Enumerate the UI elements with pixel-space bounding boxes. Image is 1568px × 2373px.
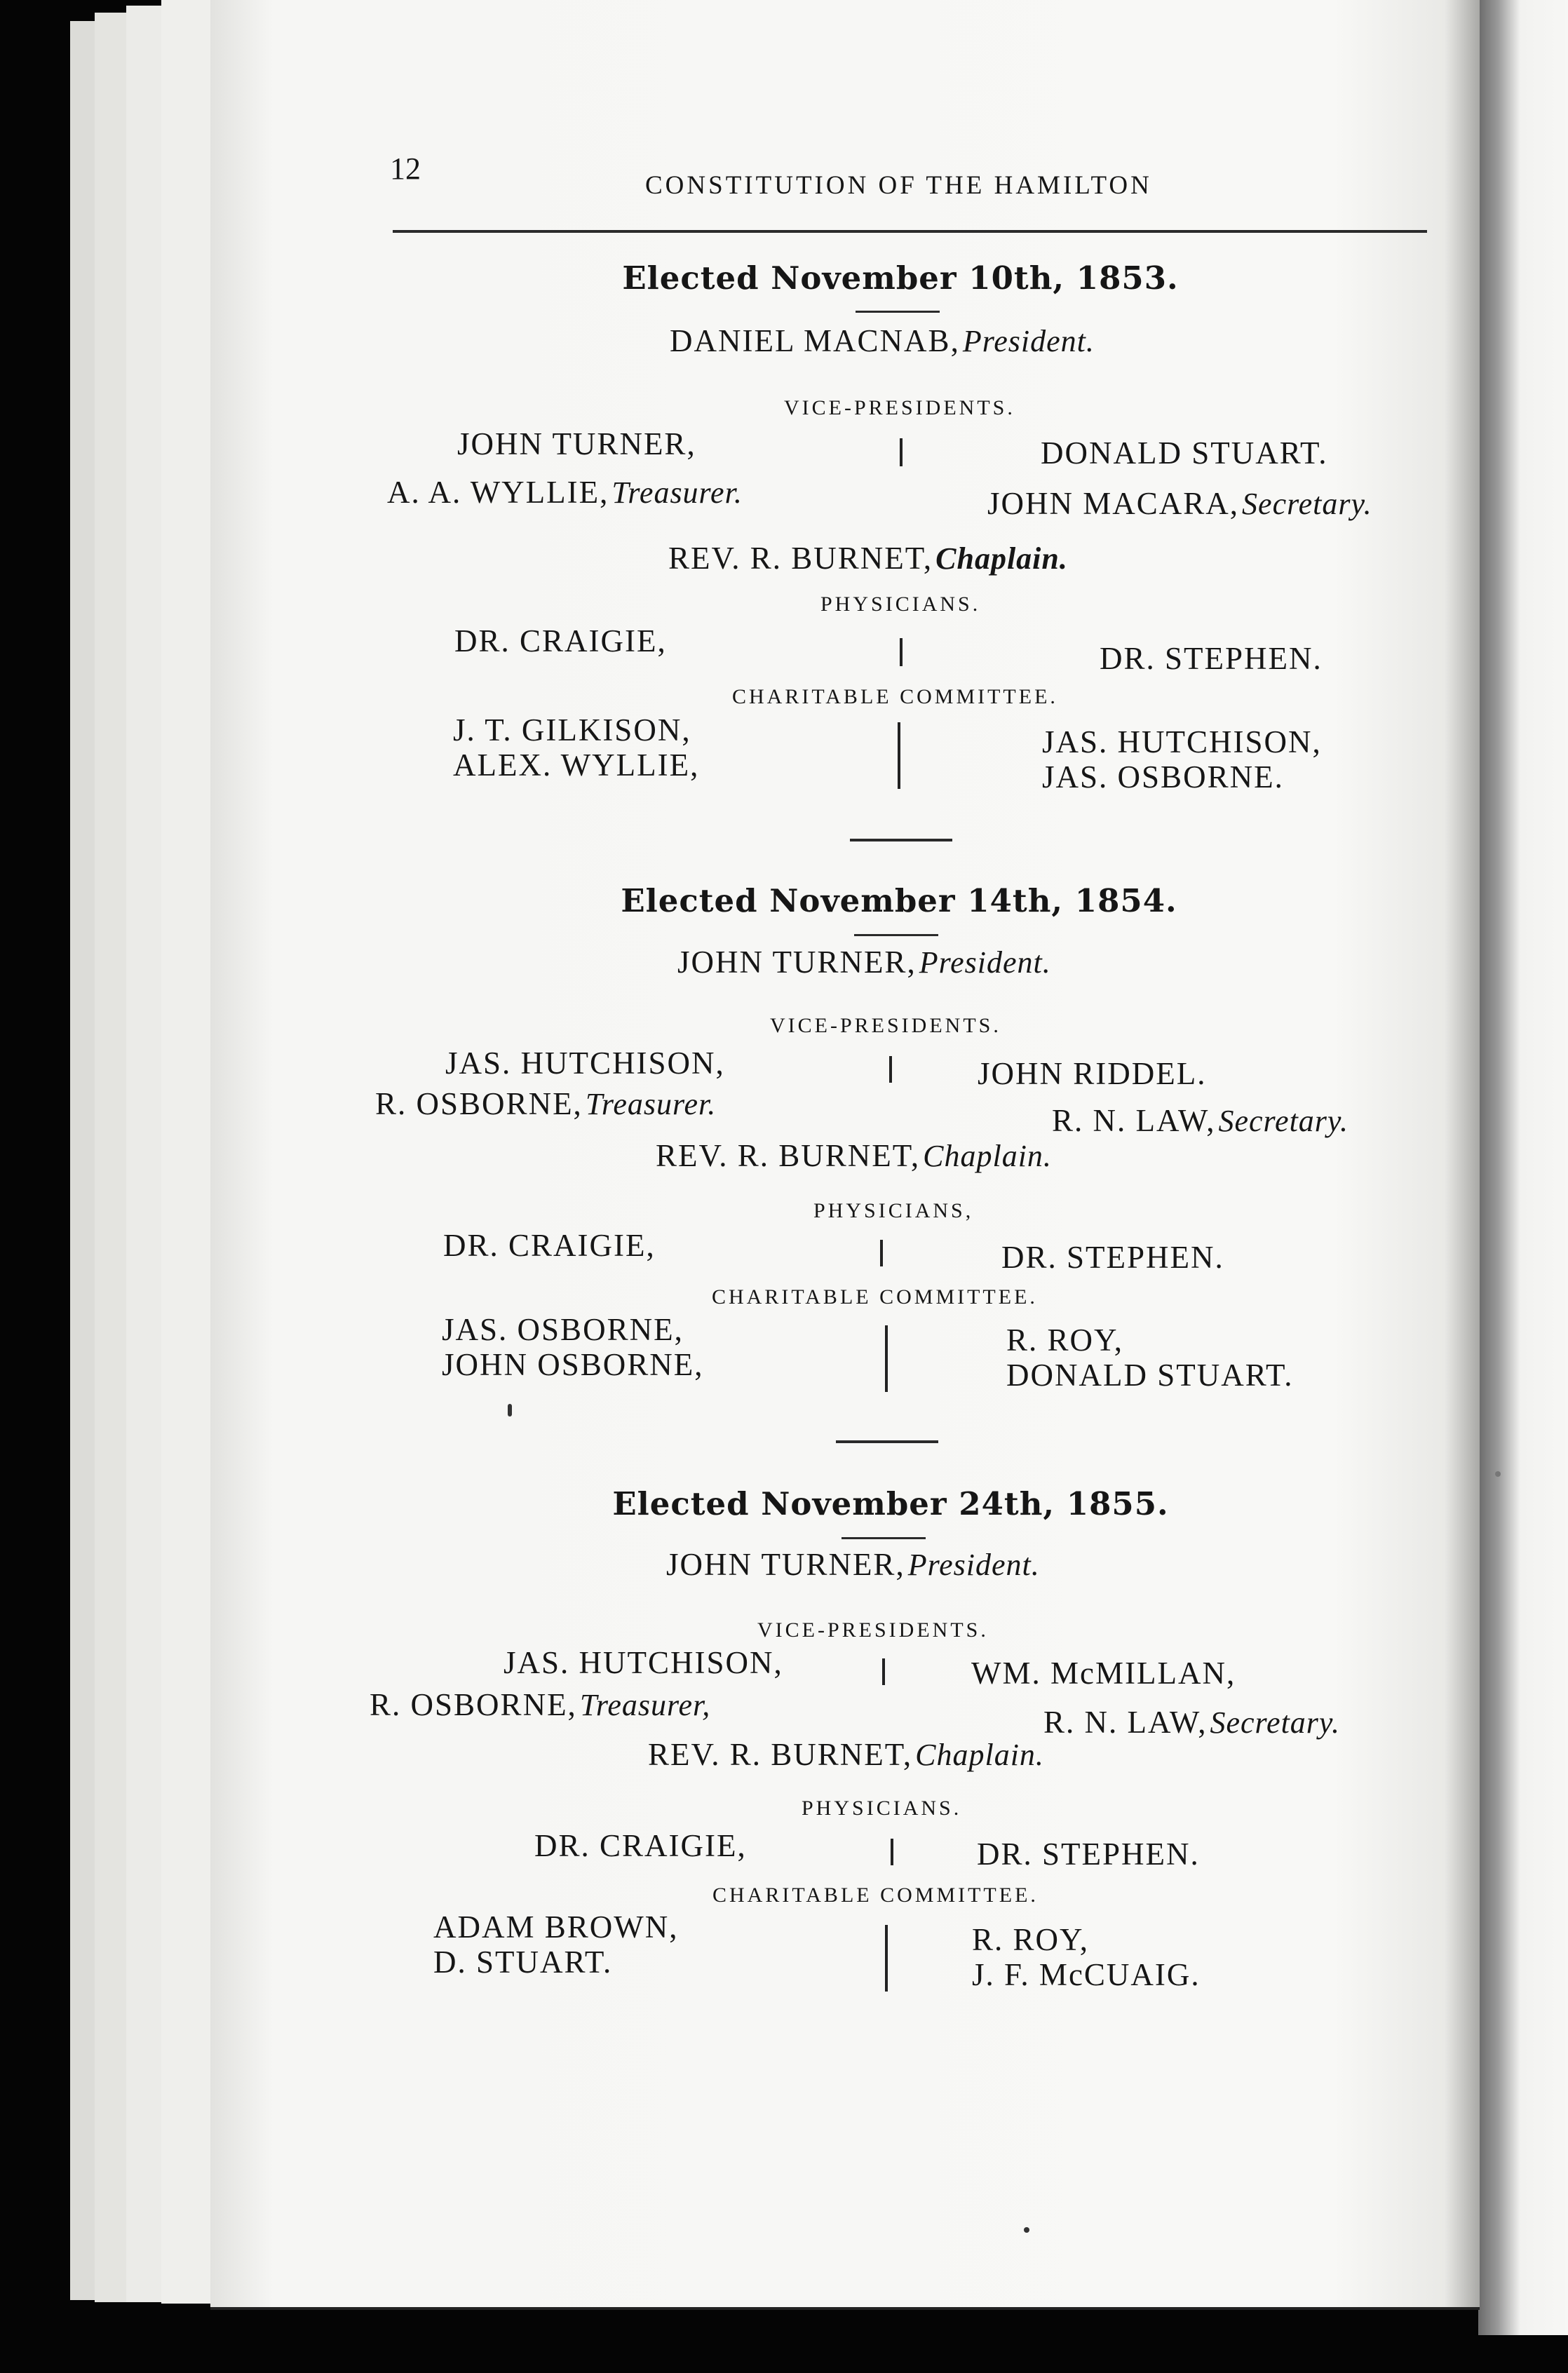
chaplain-role: Chaplain. [935, 541, 1068, 576]
treasurer-name: A. A. WYLLIE, [387, 475, 609, 510]
heading-underline [842, 1537, 926, 1539]
section-separator [836, 1440, 938, 1443]
chaplain-line [656, 1137, 1052, 1174]
treasurer-name: R. OSBORNE, [370, 1687, 577, 1722]
president-line [677, 944, 1051, 980]
president-name: JOHN TURNER, [666, 1547, 905, 1582]
president-role: President. [919, 945, 1051, 980]
vice-president-right: DONALD STUART. [1041, 435, 1328, 471]
vice-president-left: JAS. HUTCHISON, [503, 1645, 783, 1680]
page-number: 12 [390, 151, 421, 186]
chaplain-name: REV. R. BURNET, [668, 541, 933, 576]
committee-label: CHARITABLE COMMITTEE. [712, 1285, 1038, 1309]
chaplain-role: Chaplain. [923, 1139, 1052, 1173]
physician-left: DR. CRAIGIE, [454, 623, 667, 658]
committee-right-2: JAS. OSBORNE. [1042, 759, 1284, 795]
president-line [666, 1546, 1040, 1583]
committee-right-1: JAS. HUTCHISON, [1042, 724, 1322, 759]
committee-right-1: R. ROY, [1006, 1323, 1123, 1358]
physicians-label: PHYSICIANS. [820, 593, 981, 616]
section-separator [850, 839, 952, 841]
treasurer-role: Treasurer. [585, 1087, 717, 1121]
column-divider [898, 722, 900, 789]
election-heading: Elected November 14th, 1854. [621, 882, 1177, 919]
president-name: JOHN TURNER, [677, 945, 917, 980]
ink-speck [1495, 1471, 1501, 1477]
vice-president-left: JAS. HUTCHISON, [445, 1046, 725, 1081]
physician-right: DR. STEPHEN. [977, 1837, 1200, 1872]
treasurer-name: R. OSBORNE, [375, 1086, 583, 1121]
vice-presidents-label: VICE-PRESIDENTS. [784, 396, 1015, 419]
physicians-label: PHYSICIANS. [802, 1797, 962, 1820]
chaplain-role: Chaplain. [915, 1738, 1044, 1772]
secretary-name: R. N. LAW, [1043, 1705, 1208, 1740]
physician-right: DR. STEPHEN. [1100, 641, 1323, 676]
secretary-name: JOHN MACARA, [987, 486, 1240, 521]
treasurer-role: Treasurer. [611, 475, 743, 510]
ink-speck [1024, 2227, 1029, 2233]
committee-left-2: JOHN OSBORNE, [442, 1347, 704, 1382]
president-role: President. [962, 324, 1095, 358]
column-divider [885, 1925, 888, 1992]
physicians-label: PHYSICIANS, [813, 1199, 974, 1222]
treasurer-line [375, 1086, 716, 1122]
chaplain-name: REV. R. BURNET, [648, 1737, 913, 1772]
column-divider [900, 638, 903, 666]
physician-left: DR. CRAIGIE, [534, 1828, 747, 1863]
column-divider [882, 1658, 885, 1685]
secretary-role: Secretary. [1218, 1104, 1349, 1138]
secretary-role: Secretary. [1210, 1705, 1341, 1740]
vice-president-left: JOHN TURNER, [457, 426, 696, 461]
vice-president-right: JOHN RIDDEL. [978, 1056, 1207, 1091]
committee-right-1: R. ROY, [972, 1922, 1089, 1957]
election-heading: Elected November 10th, 1853. [622, 259, 1179, 297]
president-role: President. [907, 1548, 1040, 1582]
heading-underline [854, 934, 938, 936]
president-name: DANIEL MACNAB, [670, 323, 960, 358]
committee-left-1: ADAM BROWN, [433, 1909, 679, 1945]
committee-label: CHARITABLE COMMITTEE. [732, 685, 1058, 708]
column-divider [891, 1839, 893, 1865]
column-divider [885, 1325, 888, 1392]
physician-right: DR. STEPHEN. [1001, 1240, 1224, 1275]
treasurer-role: Treasurer, [579, 1688, 711, 1722]
ink-speck [508, 1404, 512, 1417]
secretary-role: Secretary. [1242, 487, 1372, 521]
committee-label: CHARITABLE COMMITTEE. [712, 1884, 1039, 1907]
election-heading: Elected November 24th, 1855. [612, 1485, 1169, 1522]
secretary-name: R. N. LAW, [1052, 1103, 1216, 1138]
vice-presidents-label: VICE-PRESIDENTS. [757, 1618, 989, 1642]
secretary-line [1043, 1704, 1340, 1740]
secretary-line [1052, 1102, 1349, 1139]
chaplain-line [648, 1736, 1044, 1773]
vice-presidents-label: VICE-PRESIDENTS. [770, 1014, 1001, 1037]
committee-left-1: JAS. OSBORNE, [442, 1312, 684, 1347]
committee-right-2: DONALD STUART. [1006, 1358, 1294, 1393]
committee-left-1: J. T. GILKISON, [453, 712, 691, 748]
vice-president-right: WM. McMILLAN, [971, 1656, 1236, 1691]
treasurer-line [370, 1686, 710, 1723]
column-divider [889, 1056, 892, 1083]
column-divider [880, 1240, 883, 1266]
committee-right-2: J. F. McCUAIG. [972, 1957, 1201, 1992]
chaplain-name: REV. R. BURNET, [656, 1138, 921, 1173]
running-head: CONSTITUTION OF THE HAMILTON [645, 171, 1152, 200]
physician-left: DR. CRAIGIE, [443, 1228, 656, 1263]
committee-left-2: D. STUART. [433, 1945, 613, 1980]
committee-left-2: ALEX. WYLLIE, [453, 748, 700, 783]
